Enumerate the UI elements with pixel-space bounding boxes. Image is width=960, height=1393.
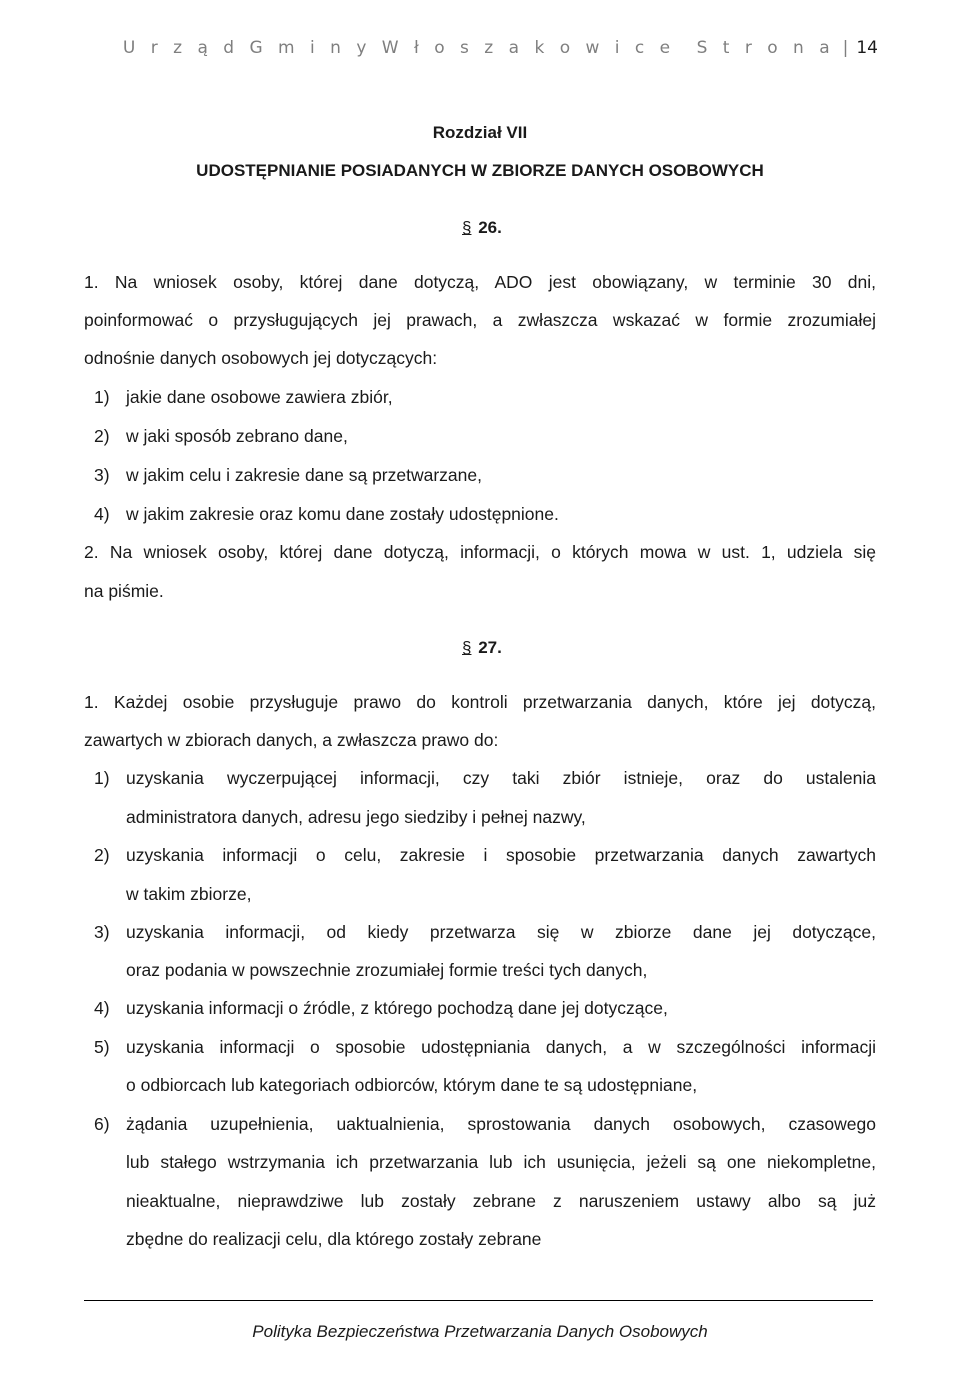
s27-list-item [94,998,876,1019]
item-text: uzyskania informacji o celu, zakresie i sposobie przetwarzania danych zawartych [126,845,876,865]
s27-p1-line: 1. Każdej osobie przysługuje prawo do kontroli przetwarzania danych, które jej dotyczą, [84,692,876,712]
s27-item-continuation: administratora danych, adresu jego siedziby i pełnej nazwy, [126,807,586,827]
s26-list-item [94,465,876,486]
s27-item-continuation: oraz podania w powszechnie zrozumiałej formie treści tych danych, [126,960,648,980]
section-symbol: § [462,638,472,657]
s27-list-item [94,1114,876,1135]
s26-p1-line: 1. Na wniosek osoby, której dane dotyczą, ADO jest obowiązany, w terminie 30 dni, [84,272,876,292]
item-number: 1) [94,387,110,407]
section-number: 26. [478,218,502,237]
s26-p1-line: poinformować o przysługujących jej prawach, a zwłaszcza wskazać w formie zrozumiałej [84,310,876,330]
s26-p1-line: odnośnie danych osobowych jej dotyczących: [84,348,438,368]
item-number: 4) [94,998,110,1018]
s27-list-item [94,1037,876,1058]
s27-list-item [94,768,876,789]
s27-item-continuation: w takim zbiorze, [126,884,252,904]
page-footer: Polityka Bezpieczeństwa Przetwarzania Danych Osobowych [252,1322,708,1341]
chapter-title: Rozdział VII [432,123,528,142]
item-text: jakie dane osobowe zawiera zbiór, [126,387,393,407]
item-text: w jaki sposób zebrano dane, [126,426,348,446]
s27-p1-line: zawartych w zbiorach danych, a zwłaszcza prawo do: [84,730,499,750]
s26-list-item [94,426,876,447]
section-26-heading [462,218,502,238]
item-text: uzyskania informacji, od kiedy przetwarza się w zbiorze dane jej dotyczące, [126,922,876,942]
s27-list-item [94,922,876,943]
s27-item-continuation: lub stałego wstrzymania ich przetwarzania lub ich usunięcia, jeżeli są one niekompletne, [126,1152,876,1172]
footer-divider [84,1300,873,1301]
item-number: 2) [94,845,110,865]
s27-item-continuation: nieaktualne, nieprawdziwe lub zostały zebrane z naruszeniem ustawy albo są już [126,1191,876,1211]
section-27-heading [462,638,502,658]
page-header: U r z ą d G m i n y W ł o s z a k o w i c e S t r o n a | 14 [122,38,878,58]
chapter-subtitle: UDOSTĘPNIANIE POSIADANYCH W ZBIORZE DANYCH OSOBOWYCH [196,161,764,180]
item-number: 2) [94,426,110,446]
item-text: żądania uzupełnienia, uaktualnienia, sprostowania danych osobowych, czasowego [126,1114,876,1134]
header-page-label: S t r o n a [696,38,835,58]
header-org: U r z ą d G m i n y W ł o s z a k o w i c e [122,38,676,58]
item-text: uzyskania wyczerpującej informacji, czy taki zbiór istnieje, oraz do ustalenia [126,768,876,788]
item-number: 4) [94,504,110,524]
s26-p2-line: 2. Na wniosek osoby, której dane dotyczą, informacji, o których mowa w ust. 1, udziela się [84,542,876,562]
item-number: 3) [94,922,110,942]
s27-item-continuation: o odbiorcach lub kategoriach odbiorców, którym dane te są udostępniane, [126,1075,698,1095]
item-number: 1) [94,768,110,788]
header-page-number: 14 [856,38,878,58]
s26-p2-line: na piśmie. [84,581,164,601]
item-text: w jakim zakresie oraz komu dane zostały udostępnione. [126,504,559,524]
section-number: 27. [478,638,502,657]
s27-item-continuation: zbędne do realizacji celu, dla którego zostały zebrane [126,1229,542,1249]
item-number: 6) [94,1114,110,1134]
s26-list-item [94,504,876,525]
item-number: 3) [94,465,110,485]
s27-list-item [94,845,876,866]
item-number: 5) [94,1037,110,1057]
item-text: uzyskania informacji o sposobie udostępniania danych, a w szczególności informacji [126,1037,876,1057]
s26-list-item [94,387,876,408]
item-text: uzyskania informacji o źródle, z którego pochodzą dane jej dotyczące, [126,998,668,1018]
item-text: w jakim celu i zakresie dane są przetwarzane, [126,465,482,485]
section-symbol: § [462,218,472,237]
